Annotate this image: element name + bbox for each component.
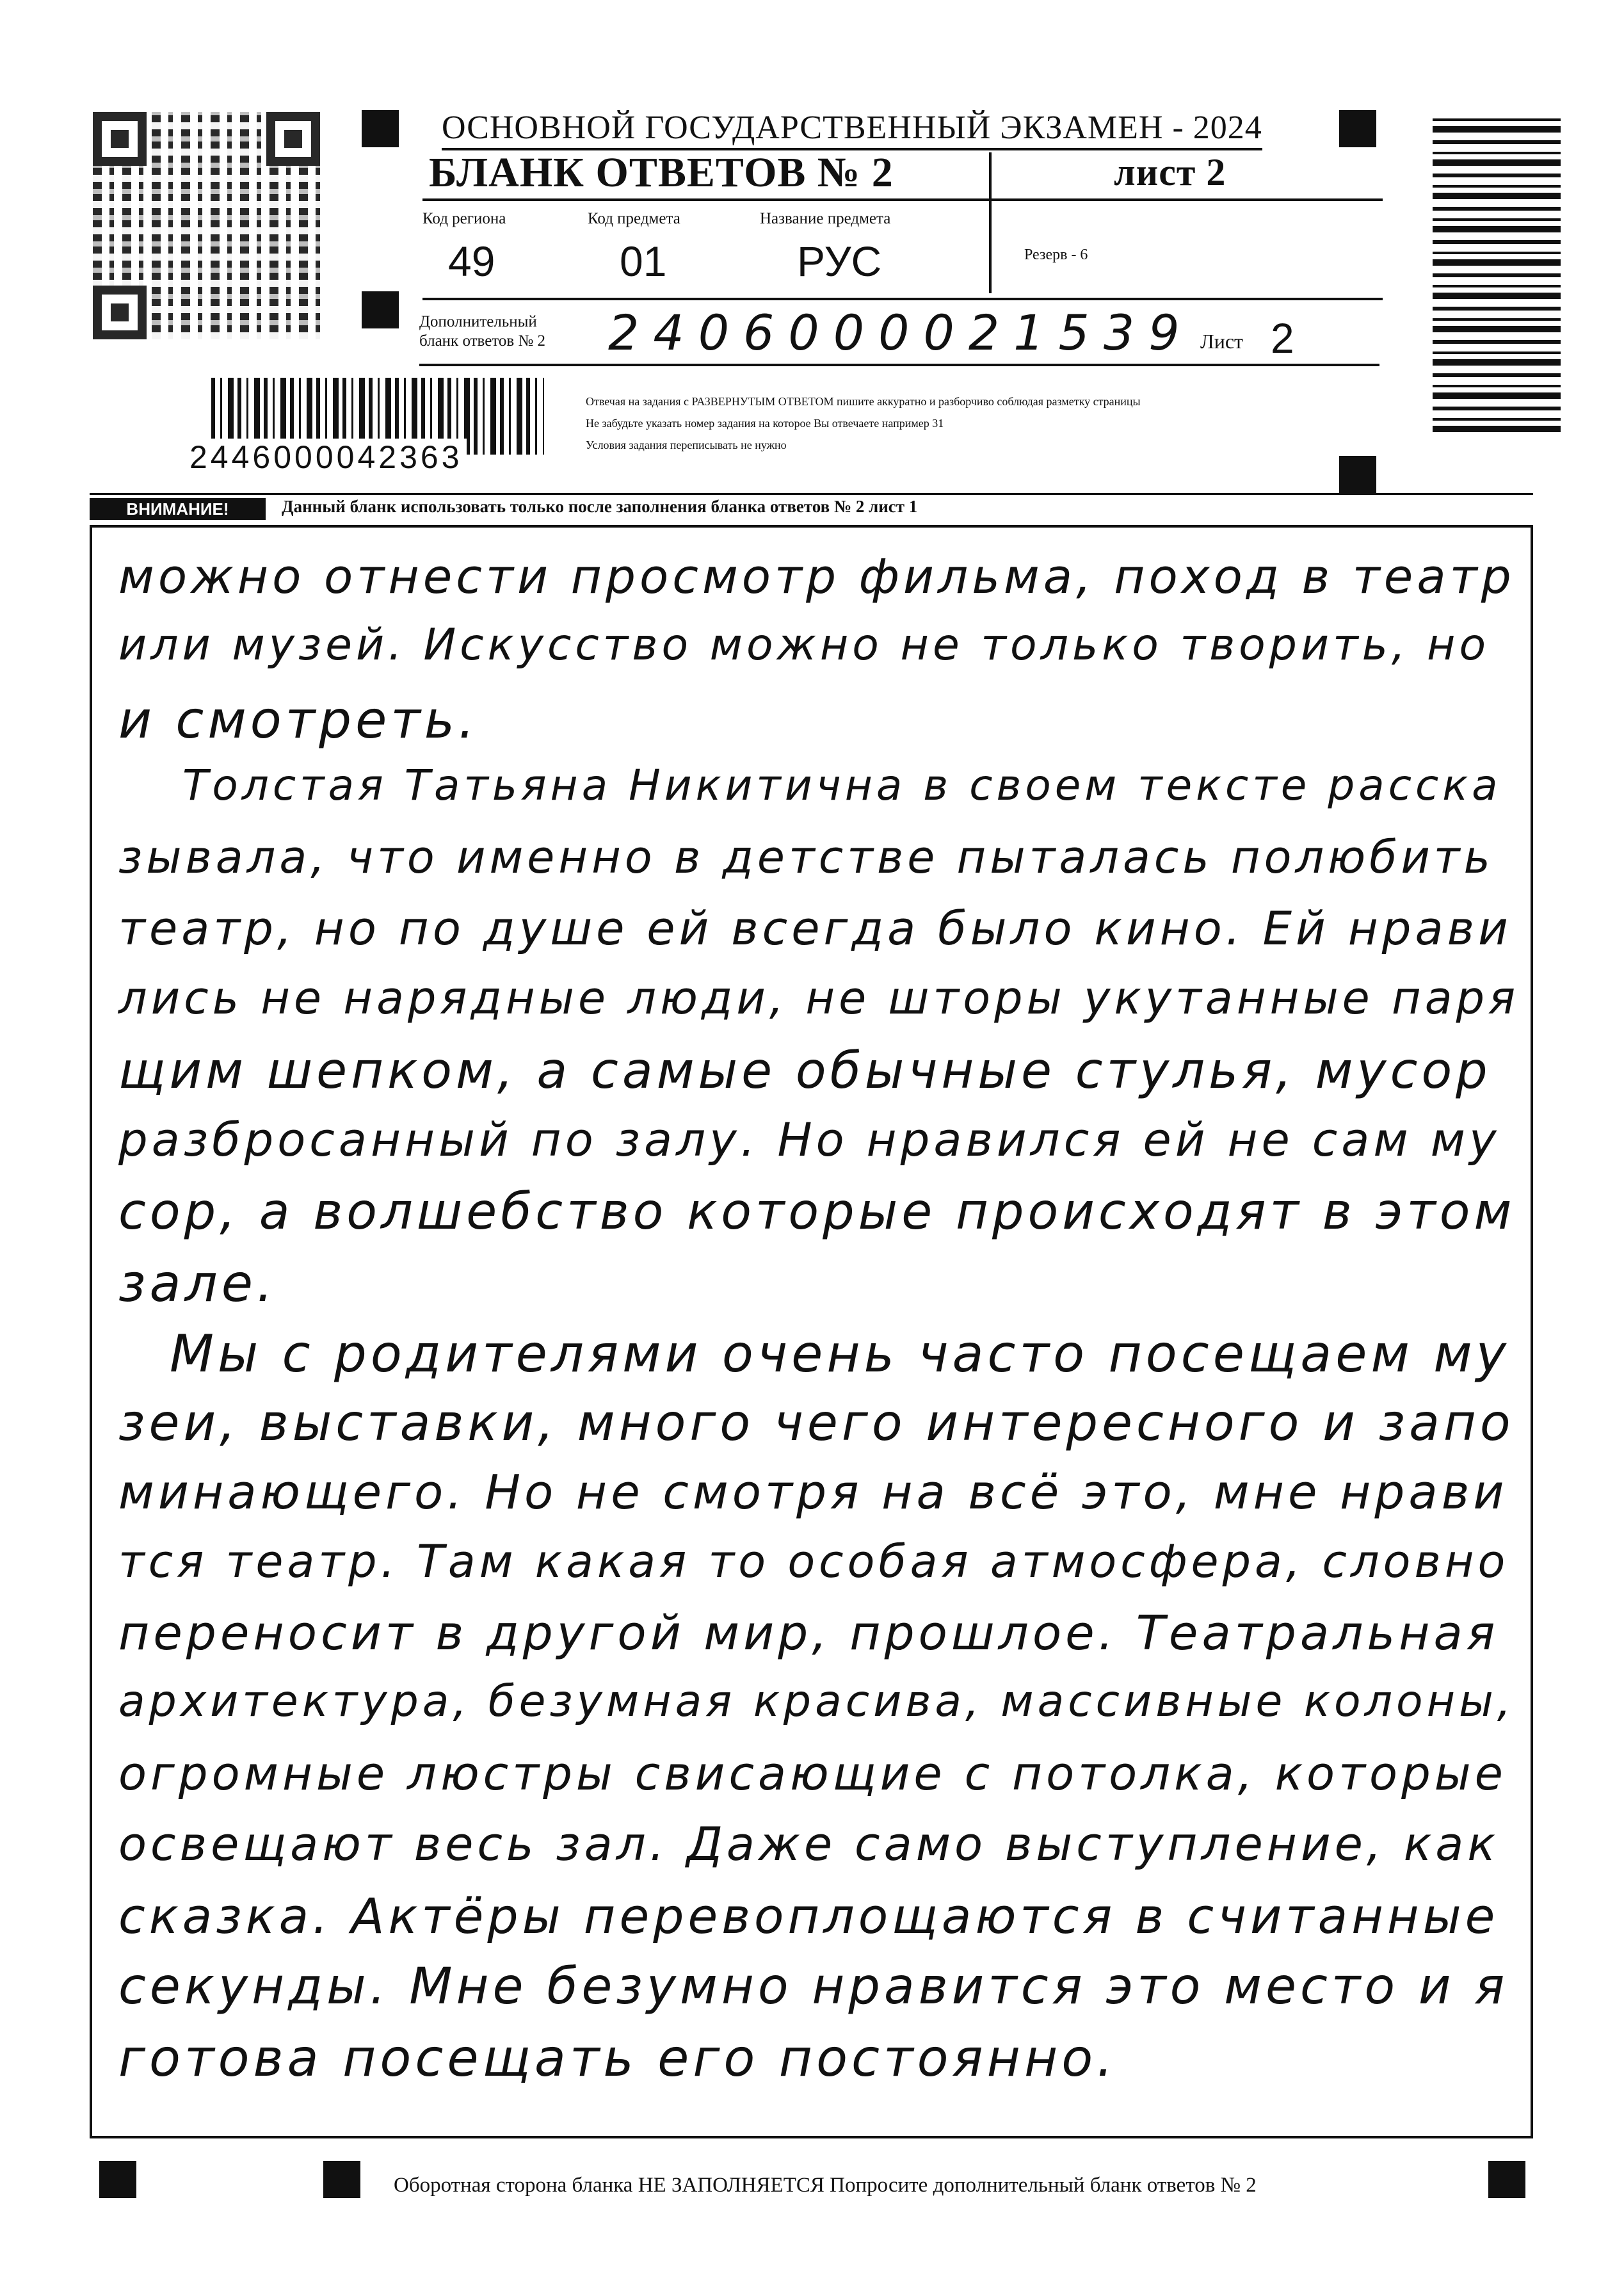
- alignment-marker: [323, 2161, 360, 2198]
- header-divider: [989, 152, 992, 293]
- warning-badge: ВНИМАНИЕ!: [90, 498, 266, 520]
- region-label: Код региона: [422, 210, 506, 227]
- form-title: БЛАНК ОТВЕТОВ № 2: [429, 149, 894, 196]
- warning-rule: [90, 493, 1533, 495]
- answer-line: театр, но по душе ей всегда было кино. Ей нрави: [118, 901, 1512, 955]
- answer-line: сказка. Актёры перевоплощаются в считанные: [118, 1887, 1499, 1944]
- subject-code-value: 01: [620, 238, 667, 285]
- answer-line: огромные люстры свисающие с потолка, которые: [118, 1747, 1507, 1800]
- answer-line: сор, а волшебство которые происходят в этом: [118, 1183, 1516, 1241]
- qr-code: [93, 112, 320, 339]
- answer-line: или музей. Искусство можно не только творить, но: [118, 620, 1490, 670]
- region-value: 49: [448, 238, 495, 285]
- alignment-marker: [1339, 110, 1376, 147]
- additional-label-line-2: бланк ответов № 2: [419, 332, 546, 350]
- alignment-marker: [362, 110, 399, 147]
- side-barcode: [1433, 112, 1561, 432]
- answer-line: Мы с родителями очень часто посещаем му: [170, 1324, 1510, 1384]
- footer-note: Оборотная сторона бланка НЕ ЗАПОЛНЯЕТСЯ Попросите дополнительный бланк ответов № 2: [394, 2174, 1257, 2197]
- alignment-marker: [99, 2161, 136, 2198]
- subject-name-label: Название предмета: [760, 210, 891, 227]
- header-rule-top: [422, 198, 1383, 201]
- answer-line: Толстая Татьяна Никитична в своем тексте расска: [182, 761, 1502, 810]
- answer-line: зывала, что именно в детстве пыталась полюбить: [118, 831, 1494, 884]
- exam-title: ОСНОВНОЙ ГОСУДАРСТВЕННЫЙ ЭКЗАМЕН - 2024: [442, 109, 1262, 150]
- instructions: [586, 391, 1141, 456]
- reserve-label: Резерв - 6: [1024, 246, 1088, 263]
- additional-number: 2406000021539: [608, 304, 1194, 361]
- answer-line: лись не нарядные люди, не шторы укутанные паря: [118, 972, 1520, 1024]
- header-rule-bottom: [419, 364, 1379, 366]
- alignment-marker: [1488, 2161, 1525, 2198]
- answer-line: освещают весь зал. Даже само выступление, как: [118, 1817, 1499, 1871]
- answer-line: и смотреть.: [118, 690, 479, 750]
- sheet-label: лист 2: [1114, 151, 1226, 193]
- instruction-line: Отвечая на задания с РАЗВЕРНУТЫМ ОТВЕТОМ пишите аккуратно и разборчиво соблюдая разметку страницы: [586, 395, 1141, 408]
- answer-line: зале.: [118, 1254, 277, 1313]
- answer-line: минающего. Но не смотря на всё это, мне нрави: [118, 1465, 1508, 1520]
- list-value: 2: [1271, 314, 1294, 362]
- answer-line: можно отнести просмотр фильма, поход в театр: [118, 549, 1515, 604]
- additional-label: [419, 312, 545, 351]
- subject-code-label: Код предмета: [588, 210, 680, 227]
- instruction-line: Условия задания переписывать не нужно: [586, 439, 787, 451]
- answer-line: секунды. Мне безумно нравится это место и я: [118, 1958, 1509, 2016]
- barcode-number: 2446000042363: [186, 439, 467, 476]
- answer-line: щим шепком, а самые обычные стулья, мусор: [118, 1042, 1491, 1100]
- answer-line: готова посещать его постоянно.: [118, 2028, 1117, 2088]
- subject-name-value: РУС: [797, 238, 882, 285]
- warning-text: Данный бланк использовать только после заполнения бланка ответов № 2 лист 1: [282, 497, 918, 516]
- answer-line: зеи, выставки, много чего интересного и запо: [118, 1394, 1515, 1452]
- answer-line: тся театр. Там какая то особая атмосфера, словно: [118, 1535, 1509, 1588]
- answer-line: переносит в другой мир, прошлое. Театральная: [118, 1606, 1499, 1661]
- alignment-marker: [362, 291, 399, 328]
- alignment-marker: [1339, 456, 1376, 493]
- answer-line: разбросанный по залу. Но нравился ей не сам му: [118, 1113, 1500, 1167]
- list-label: Лист: [1200, 330, 1244, 353]
- header-rule-mid: [422, 298, 1383, 300]
- additional-label-line-1: Дополнительный: [419, 313, 537, 330]
- instruction-line: Не забудьте указать номер задания на которое Вы отвечаете например 31: [586, 417, 944, 430]
- answer-line: архитектура, безумная красива, массивные колоны,: [118, 1676, 1515, 1727]
